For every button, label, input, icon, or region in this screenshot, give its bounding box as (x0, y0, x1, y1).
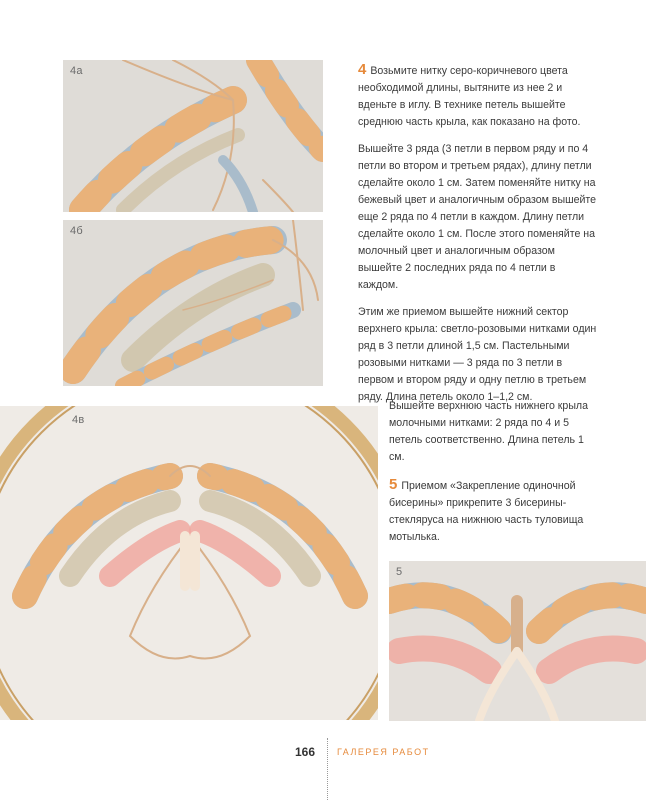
step-4-text (358, 61, 598, 416)
step-4-paragraph-4: Вышейте верхнюю часть нижнего крыла молочными нитками: 2 ряда по 4 и 5 петель соответственно. Длина петель 1 см. (389, 400, 589, 463)
photo-label-5: 5 (396, 566, 403, 578)
section-title: ГАЛЕРЕЯ РАБОТ (337, 747, 430, 757)
step-5-number: 5 (389, 476, 398, 493)
page-number: 166 (295, 745, 316, 759)
step-5-paragraph: 5 Приемом «Закрепление одиночной бисерины» прикрепите 3 бисерины-стекляруса на нижнюю часть туловища мотылька. (389, 476, 584, 543)
step-4-paragraph-3: Этим же приемом вышейте нижний сектор верхнего крыла: светло-розовыми нитками один ряд в 3 петли длиной 1,5 см. Пастельными розовыми нитками — 3 ряда по 3 петли в первом и втором ряду и одну петлю в третьем ряду. Длина петель около 1–1,2 см. (358, 306, 597, 403)
photo-step-4b (63, 220, 323, 386)
embroidery-illustration-4b (63, 220, 323, 386)
step-4-paragraph-2: Вышейте 3 ряда (3 петли в первом ряду и по 4 петли во втором и третьем рядах), длину петли сделайте около 1 см. Затем поменяйте нитку на бежевый цвет и аналогичным образом вышейте еще 2 ряда по 4 петли в каждом. Длину петли сделайте около 1 см. После этого поменяйте на молочный цвет и аналогичным образом вышейте 2 последних ряда по 4 петли в каждом. (358, 143, 597, 291)
embroidery-illustration-4a (63, 60, 323, 212)
step-4-text-continued (389, 398, 601, 556)
photo-step-4a (63, 60, 323, 212)
photo-label-4a: 4а (70, 65, 83, 77)
photo-label-4b: 4б (70, 225, 84, 237)
embroidery-illustration-5 (389, 561, 646, 721)
step-4-paragraph-1: 4 Возьмите нитку серо-коричневого цвета необходимой длины, вытяните из нее 2 и вденьте в иглу. В технике петель вышейте среднюю часть крыла, как показано на фото. (358, 61, 581, 128)
photo-step-4v (0, 406, 378, 720)
photo-step-5 (389, 561, 646, 721)
step-4-number: 4 (358, 61, 367, 78)
photo-label-4v: 4в (72, 414, 85, 426)
footer-divider (327, 738, 329, 800)
embroidery-illustration-4v (0, 406, 378, 720)
